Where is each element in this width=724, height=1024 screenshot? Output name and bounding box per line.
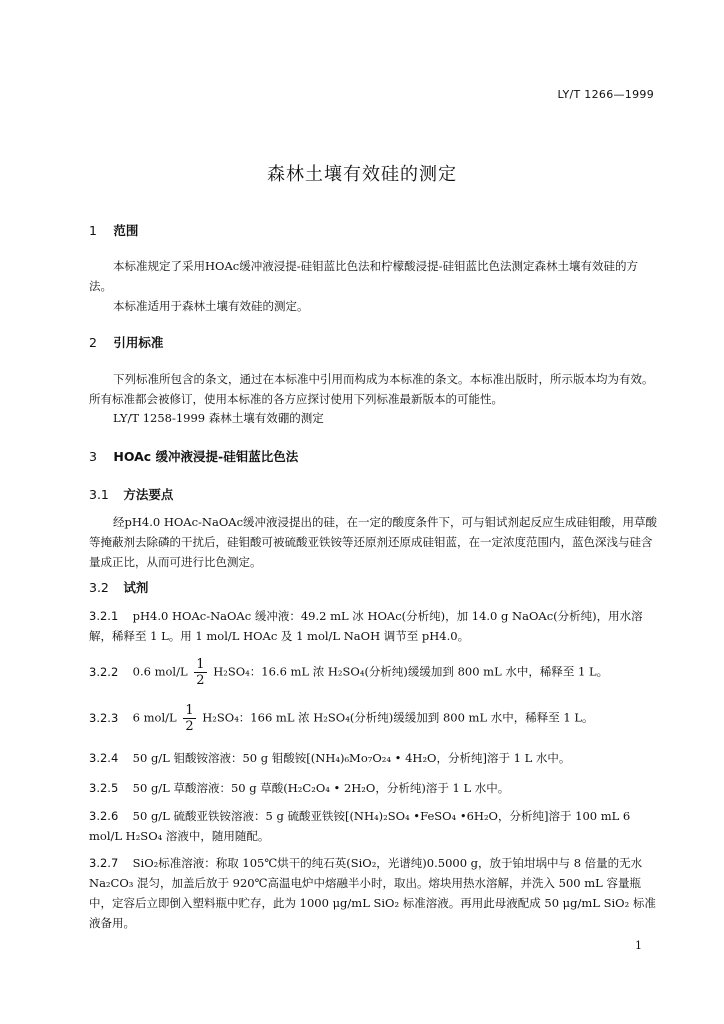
clause-text: SiO₂标准溶液：称取 105℃烘干的纯石英(SiO₂，光谱纯)0.5000 g，放于铂坩埚中与 8 倍量的无水 Na₂CO₃ 混匀，加盖后放于 920℃高温电炉中熔融半小时，取出。熔块用热水溶解，并洗入 500 mL 容量瓶中，定容后立即倒入塑料瓶中贮存，此为 1000 μg/mL SiO₂ 标准溶液。再用此母液配成 50 μg/mL SiO₂ 标准液备用。 <box>89 856 656 930</box>
clause-concentration: 6 mol/L <box>132 710 177 725</box>
fraction-numerator: 1 <box>185 703 194 718</box>
clause-number: 3.2.6 <box>89 809 119 823</box>
fraction-half <box>183 703 195 734</box>
clause-3-2-5 <box>89 780 509 796</box>
clause-number: 3.2.2 <box>89 664 119 679</box>
fraction-numerator: 1 <box>196 657 205 672</box>
clause-number: 3.2.1 <box>89 609 119 623</box>
section-3-heading <box>89 447 298 465</box>
clause-number: 3.2.4 <box>89 751 119 765</box>
paragraph: 本标准适用于森林土壤有效硅的测定。 <box>113 299 309 313</box>
clause-3-2-2 <box>89 657 608 688</box>
section-title: HOAc 缓冲液浸提-硅钼蓝比色法 <box>113 449 299 464</box>
clause-text: H₂SO₄：16.6 mL 浓 H₂SO₄(分析纯)缓缓加到 800 mL 水中，稀释至 1 L。 <box>213 664 609 679</box>
page-title: 森林土壤有效硅的测定 <box>267 164 457 185</box>
clause-concentration: 0.6 mol/L <box>132 664 188 679</box>
section-2-heading <box>89 333 163 351</box>
clause-3-2-7 <box>89 853 659 933</box>
paragraph: 下列标准所包含的条文，通过在本标准中引用而构成为本标准的条文。本标准出版时，所示版本均为有效。所有标准都会被修订，使用本标准的各方应探讨使用下列标准最新版本的可能性。 <box>89 372 654 406</box>
clause-text: H₂SO₄：166 mL 浓 H₂SO₄(分析纯)缓缓加到 800 mL 水中，稀释至 1 L。 <box>202 710 594 725</box>
clause-3-2-4 <box>89 750 570 766</box>
clause-3-2-1 <box>89 606 659 646</box>
section-title: 引用标准 <box>113 335 164 350</box>
section-number: 3.1 <box>89 487 109 502</box>
clause-text: pH4.0 HOAc-NaOAc 缓冲液：49.2 mL 冰 HOAc(分析纯)，加 14.0 g NaOAc(分析纯)，用水溶解，稀释至 1 L。用 1 mol/L HOAc 及 1 mol/L NaOH 调节至 pH4.0。 <box>89 609 643 643</box>
standard-number: LY/T 1266—1999 <box>557 88 654 101</box>
fraction-denominator: 2 <box>185 719 194 734</box>
clause-text: 50 g/L 钼酸铵溶液：50 g 钼酸铵[(NH₄)₆Mo₇O₂₄ • 4H₂O，分析纯]溶于 1 L 水中。 <box>132 751 571 765</box>
clause-3-2-3 <box>89 703 594 734</box>
subsection-3-1-heading <box>89 485 173 503</box>
section-number: 2 <box>89 335 97 350</box>
paragraph: 本标准规定了采用HOAc缓冲液浸提-硅钼蓝比色法和柠檬酸浸提-硅钼蓝比色法测定森林土壤有效硅的方法。 <box>89 259 638 293</box>
clause-text: 50 g/L 硫酸亚铁铵溶液：5 g 硫酸亚铁铵[(NH₄)₂SO₄ •FeSO₄ •6H₂O，分析纯]溶于 100 mL 6 mol/L H₂SO₄ 溶液中，随用随配。 <box>89 809 631 843</box>
section-number: 3.2 <box>89 580 109 595</box>
clause-number: 3.2.5 <box>89 781 119 795</box>
clause-number: 3.2.3 <box>89 710 119 725</box>
section-title: 试剂 <box>123 580 149 595</box>
fraction-half <box>194 657 206 688</box>
section-number: 1 <box>89 223 97 238</box>
clause-number: 3.2.7 <box>89 856 119 870</box>
page-number: 1 <box>635 939 642 952</box>
section-title: 范围 <box>113 223 139 238</box>
subsection-3-2-heading <box>89 578 148 596</box>
clause-text: 50 g/L 草酸溶液：50 g 草酸(H₂C₂O₄ • 2H₂O，分析纯)溶于 1 L 水中。 <box>132 781 510 795</box>
reference-item: LY/T 1258-1999 森林土壤有效硼的测定 <box>113 411 324 425</box>
clause-3-2-6 <box>89 806 659 846</box>
paragraph: 经pH4.0 HOAc-NaOAc缓冲液浸提出的硅，在一定的酸度条件下，可与钼试剂起反应生成硅钼酸，用草酸等掩蔽剂去除磷的干扰后，硅钼酸可被硫酸亚铁铵等还原剂还原成硅钼蓝，在一定浓度范围内，蓝色深浅与硅含量成正比，从而可进行比色测定。 <box>89 515 658 569</box>
section-title: 方法要点 <box>123 487 174 502</box>
section-number: 3 <box>89 449 97 464</box>
section-1-heading <box>89 221 138 239</box>
fraction-denominator: 2 <box>196 673 205 688</box>
